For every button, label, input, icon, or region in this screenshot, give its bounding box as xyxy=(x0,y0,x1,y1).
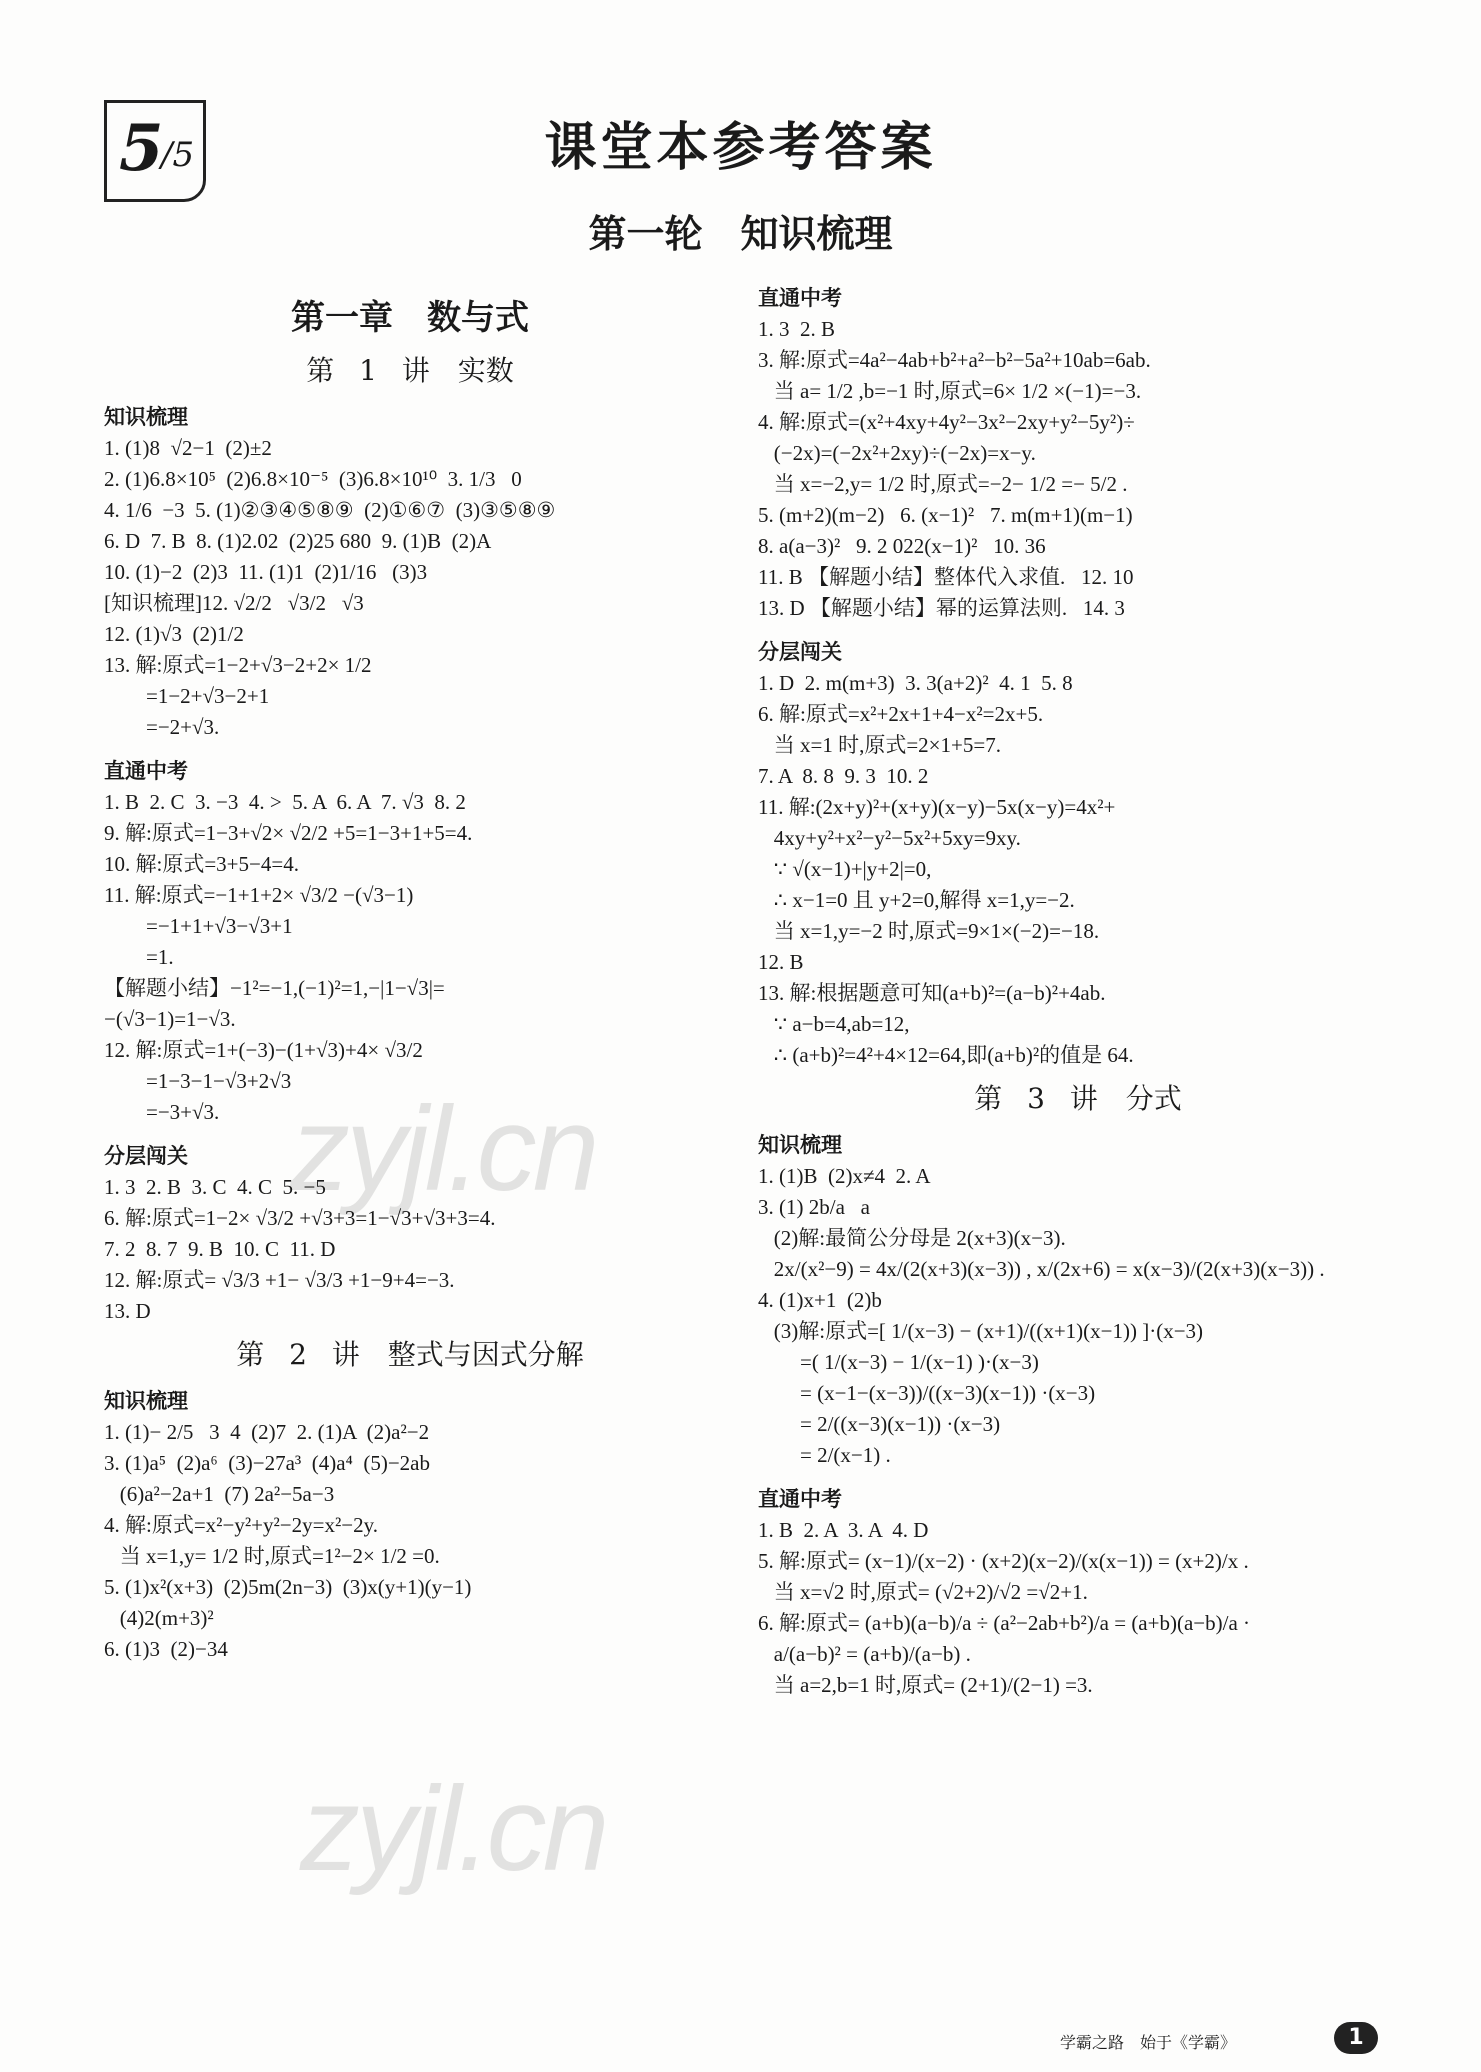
answer-block xyxy=(758,1515,1398,1701)
answer-line: =−3+√3. xyxy=(104,1100,220,1124)
answer-line: =1. xyxy=(104,945,174,969)
answer-line: 12. 解:原式=1+(−3)−(1+√3)+4× √3/2 xyxy=(104,1038,423,1062)
answer-line: 1. 3 2. B xyxy=(758,317,836,341)
answer-line: 当 x=√2 时,原式= (√2+2)/√2 =√2+1. xyxy=(758,1580,1088,1604)
chapter-heading: 第一章 数与式 xyxy=(291,298,529,338)
answer-block xyxy=(104,1172,716,1327)
answer-line: 3. (1) 2b/a a xyxy=(758,1195,870,1219)
left-column xyxy=(104,270,716,1665)
section-heading: 直通中考 xyxy=(104,759,188,783)
section-heading: 分层闯关 xyxy=(104,1144,188,1168)
answer-block xyxy=(758,1161,1398,1471)
answer-line: 当 a= 1/2 ,b=−1 时,原式=6× 1/2 ×(−1)=−3. xyxy=(758,379,1142,403)
answer-line: 12. 解:原式= √3/3 +1− √3/3 +1−9+4=−3. xyxy=(104,1268,455,1292)
answer-block xyxy=(758,668,1398,1071)
answer-line: 11. B 【解题小结】整体代入求值. 12. 10 xyxy=(758,565,1134,589)
answer-line: 1. (1)− 2/5 3 4 (2)7 2. (1)A (2)a²−2 xyxy=(104,1420,430,1444)
answer-line: 4. 1/6 −3 5. (1)②③④⑤⑧⑨ (2)①⑥⑦ (3)③⑤⑧⑨ xyxy=(104,498,556,522)
right-column xyxy=(758,270,1398,1701)
answer-line: 5. 解:原式= (x−1)/(x−2) · (x+2)(x−2)/(x(x−1)) = (x+2)/x . xyxy=(758,1549,1249,1573)
answer-line: 1. (1)8 √2−1 (2)±2 xyxy=(104,436,272,460)
answer-block xyxy=(104,1417,716,1665)
watermark: zyjl.cn xyxy=(300,1762,606,1896)
answer-block xyxy=(104,433,716,743)
answer-line: = 2/(x−1) . xyxy=(758,1443,891,1467)
answer-line: 13. D xyxy=(104,1299,151,1323)
answer-line: 2. (1)6.8×10⁵ (2)6.8×10⁻⁵ (3)6.8×10¹⁰ 3. 1/3 0 xyxy=(104,467,522,491)
answer-line: 当 x=1 时,原式=2×1+5=7. xyxy=(758,733,1001,757)
answer-line: 4. (1)x+1 (2)b xyxy=(758,1288,882,1312)
answer-line: 10. 解:原式=3+5−4=4. xyxy=(104,852,299,876)
answer-line: 当 x=1,y= 1/2 时,原式=1²−2× 1/2 =0. xyxy=(104,1544,440,1568)
answer-line: 3. 解:原式=4a²−4ab+b²+a²−b²−5a²+10ab=6ab. xyxy=(758,348,1151,372)
answer-line: 12. (1)√3 (2)1/2 xyxy=(104,622,244,646)
answer-line: 8. a(a−3)² 9. 2 022(x−1)² 10. 36 xyxy=(758,534,1046,558)
answer-line: = (x−1−(x−3))/((x−3)(x−1)) ·(x−3) xyxy=(758,1381,1096,1405)
section-heading: 直通中考 xyxy=(758,1487,842,1511)
answer-line: = 2/((x−3)(x−1)) ·(x−3) xyxy=(758,1412,1001,1436)
page-number: 1 xyxy=(1334,2022,1378,2054)
answer-line: (4)2(m+3)² xyxy=(104,1606,214,1630)
answer-line: (6)a²−2a+1 (7) 2a²−5a−3 xyxy=(104,1482,335,1506)
lecture-heading: 第 2 讲 整式与因式分解 xyxy=(236,1338,584,1371)
logo-big: 5 xyxy=(119,111,164,186)
answer-line: 1. 3 2. B 3. C 4. C 5. −5 xyxy=(104,1175,326,1199)
answer-line: 1. B 2. A 3. A 4. D xyxy=(758,1518,929,1542)
answer-line: ∴ (a+b)²=4²+4×12=64,即(a+b)²的值是 64. xyxy=(758,1043,1134,1067)
answer-line: 13. D 【解题小结】幂的运算法则. 14. 3 xyxy=(758,596,1125,620)
answer-line: (−2x)=(−2x²+2xy)÷(−2x)=x−y. xyxy=(758,441,1036,465)
answer-line: 6. 解:原式= (a+b)(a−b)/a ÷ (a²−2ab+b²)/a = (a+b)(a−b)/a · xyxy=(758,1611,1251,1635)
answer-line: 2x/(x²−9) = 4x/(2(x+3)(x−3)) , x/(2x+6) = x(x−3)/(2(x+3)(x−3)) . xyxy=(758,1257,1325,1281)
answer-line: 1. (1)B (2)x≠4 2. A xyxy=(758,1164,931,1188)
answer-line: 5. (1)x²(x+3) (2)5m(2n−3) (3)x(y+1)(y−1) xyxy=(104,1575,472,1599)
section-heading: 直通中考 xyxy=(758,286,842,310)
answer-line: =−1+1+√3−√3+1 xyxy=(104,914,293,938)
lecture-heading: 第 1 讲 实数 xyxy=(306,354,514,387)
section-heading: 知识梳理 xyxy=(104,1389,188,1413)
answer-line: 6. 解:原式=x²+2x+1+4−x²=2x+5. xyxy=(758,702,1044,726)
answer-line: 5. (m+2)(m−2) 6. (x−1)² 7. m(m+1)(m−1) xyxy=(758,503,1133,527)
answer-line: 6. (1)3 (2)−34 xyxy=(104,1637,228,1661)
answer-line: 1. B 2. C 3. −3 4. > 5. A 6. A 7. √3 8. 2 xyxy=(104,790,466,814)
answer-line: 10. (1)−2 (2)3 11. (1)1 (2)1/16 (3)3 xyxy=(104,560,428,584)
answer-line: (2)解:最简公分母是 2(x+3)(x−3). xyxy=(758,1226,1066,1250)
section-heading: 知识梳理 xyxy=(104,405,188,429)
answer-block xyxy=(758,314,1398,624)
answer-line: [知识梳理]12. √2/2 √3/2 √3 xyxy=(104,591,364,615)
answer-line: 11. 解:(2x+y)²+(x+y)(x−y)−5x(x−y)=4x²+ xyxy=(758,795,1116,819)
answer-line: ∴ x−1=0 且 y+2=0,解得 x=1,y=−2. xyxy=(758,888,1075,912)
answer-line: 11. 解:原式=−1+1+2× √3/2 −(√3−1) xyxy=(104,883,414,907)
answer-line: =( 1/(x−3) − 1/(x−1) )·(x−3) xyxy=(758,1350,1039,1374)
answer-line: a/(a−b)² = (a+b)/(a−b) . xyxy=(758,1642,971,1666)
answer-line: 当 x=1,y=−2 时,原式=9×1×(−2)=−18. xyxy=(758,919,1100,943)
answer-block xyxy=(104,787,716,1128)
answer-line: 7. 2 8. 7 9. B 10. C 11. D xyxy=(104,1237,336,1261)
answer-line: 【解题小结】−1²=−1,(−1)²=1,−|1−√3|= xyxy=(104,976,445,1000)
answer-line: 12. B xyxy=(758,950,804,974)
answer-line: 13. 解:根据题意可知(a+b)²=(a−b)²+4ab. xyxy=(758,981,1106,1005)
answer-line: =−2+√3. xyxy=(104,715,220,739)
answer-line: 7. A 8. 8 9. 3 10. 2 xyxy=(758,764,929,788)
answer-line: 当 x=−2,y= 1/2 时,原式=−2− 1/2 =− 5/2 . xyxy=(758,472,1128,496)
answer-line: 当 a=2,b=1 时,原式= (2+1)/(2−1) =3. xyxy=(758,1673,1093,1697)
answer-line: ∵ √(x−1)+|y+2|=0, xyxy=(758,857,932,881)
answer-line: =1−2+√3−2+1 xyxy=(104,684,270,708)
section-heading: 知识梳理 xyxy=(758,1133,842,1157)
logo-small: /5 xyxy=(161,135,195,175)
answer-line: −(√3−1)=1−√3. xyxy=(104,1007,236,1031)
answer-line: 4. 解:原式=x²−y²+y²−2y=x²−2y. xyxy=(104,1513,378,1537)
answer-line: =1−3−1−√3+2√3 xyxy=(104,1069,292,1093)
footer-slogan: 学霸之路 始于《学霸》 xyxy=(1060,2033,1237,2052)
answer-line: 4xy+y²+x²−y²−5x²+5xy=9xy. xyxy=(758,826,1021,850)
answer-line: (3)解:原式=[ 1/(x−3) − (x+1)/((x+1)(x−1)) ]·(x−3) xyxy=(758,1319,1204,1343)
answer-line: 6. 解:原式=1−2× √3/2 +√3+3=1−√3+√3+3=4. xyxy=(104,1206,496,1230)
answer-line: ∵ a−b=4,ab=12, xyxy=(758,1012,910,1036)
answer-line: 3. (1)a⁵ (2)a⁶ (3)−27a³ (4)a⁴ (5)−2ab xyxy=(104,1451,430,1475)
section-heading: 分层闯关 xyxy=(758,640,842,664)
lecture-heading: 第 3 讲 分式 xyxy=(974,1082,1182,1115)
answer-line: 13. 解:原式=1−2+√3−2+2× 1/2 xyxy=(104,653,372,677)
answer-line: 6. D 7. B 8. (1)2.02 (2)25 680 9. (1)B (2)A xyxy=(104,529,492,553)
page-subtitle: 第一轮 知识梳理 xyxy=(588,212,893,256)
answer-line: 1. D 2. m(m+3) 3. 3(a+2)² 4. 1 5. 8 xyxy=(758,671,1073,695)
answer-line: 9. 解:原式=1−3+√2× √2/2 +5=1−3+1+5=4. xyxy=(104,821,473,845)
page-title: 课堂本参考答案 xyxy=(544,118,937,178)
watermark: zyjl.cn xyxy=(290,1082,596,1216)
answer-line: 4. 解:原式=(x²+4xy+4y²−3x²−2xy+y²−5y²)÷ xyxy=(758,410,1135,434)
